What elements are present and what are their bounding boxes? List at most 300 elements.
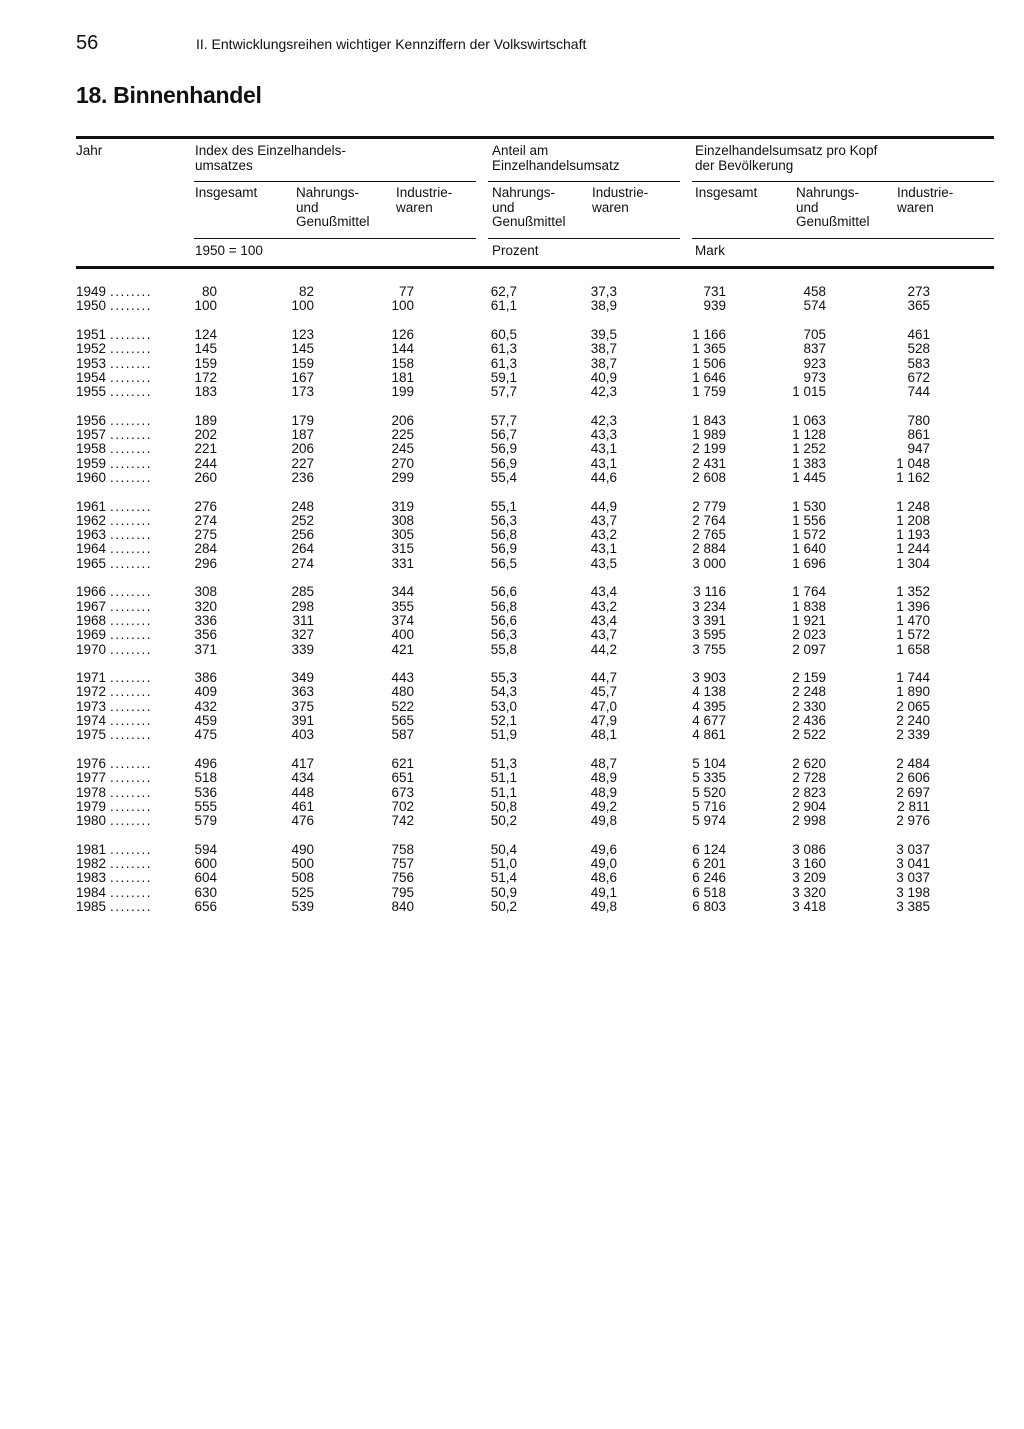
cell-index-insgesamt: 579 bbox=[194, 813, 217, 829]
cell-year: 1963 bbox=[76, 527, 107, 543]
cell-kopf-insgesamt: 2 608 bbox=[692, 469, 726, 485]
cell-kopf-insgesamt: 3 391 bbox=[692, 612, 726, 628]
cell-anteil-nahrung: 52,1 bbox=[490, 713, 517, 728]
cell-anteil-industrie: 45,7 bbox=[590, 684, 617, 700]
cell-kopf-insgesamt: 2 199 bbox=[692, 441, 726, 457]
cell-kopf-nahrung: 923 bbox=[803, 355, 826, 371]
cell-kopf-insgesamt: 3 116 bbox=[693, 584, 726, 600]
cell-index-industrie: 651 bbox=[391, 770, 414, 786]
table-row bbox=[0, 871, 1024, 885]
cell-index-industrie: 522 bbox=[391, 698, 414, 714]
header-group-pro-kopf: Einzelhandelsumsatz pro Kopf der Bevölkerung bbox=[695, 143, 878, 173]
unit-prozent: Prozent bbox=[492, 243, 539, 258]
cell-anteil-industrie: 43,1 bbox=[590, 541, 617, 557]
cell-index-industrie: 126 bbox=[391, 326, 414, 342]
leader-dots: ........ bbox=[110, 512, 153, 528]
cell-anteil-industrie: 48,6 bbox=[590, 870, 617, 886]
cell-index-nahrung: 476 bbox=[291, 813, 314, 829]
cell-kopf-industrie: 780 bbox=[907, 412, 930, 428]
cell-index-nahrung: 327 bbox=[291, 627, 314, 643]
leader-dots: ........ bbox=[110, 784, 153, 800]
cell-year: 1982 bbox=[76, 856, 107, 871]
cell-kopf-industrie: 1 470 bbox=[896, 612, 930, 628]
cell-anteil-industrie: 48,9 bbox=[590, 770, 617, 786]
header-industrie-kopf: Industrie- waren bbox=[897, 185, 954, 215]
cell-kopf-industrie: 1 162 bbox=[896, 469, 930, 485]
cell-kopf-industrie: 947 bbox=[907, 441, 930, 457]
cell-index-nahrung: 285 bbox=[291, 584, 314, 600]
cell-kopf-insgesamt: 3 755 bbox=[692, 641, 726, 657]
cell-kopf-industrie: 1 658 bbox=[896, 641, 930, 657]
page-number: 56 bbox=[76, 32, 99, 54]
table-row bbox=[0, 442, 1024, 456]
cell-kopf-industrie: 2 484 bbox=[896, 755, 930, 771]
cell-anteil-industrie: 42,3 bbox=[590, 384, 617, 400]
header-nahrung-kopf: Nahrungs- und Genußmittel bbox=[796, 185, 870, 229]
cell-kopf-nahrung: 3 086 bbox=[792, 841, 826, 857]
cell-anteil-industrie: 37,3 bbox=[590, 284, 617, 299]
cell-kopf-insgesamt: 1 646 bbox=[692, 369, 726, 385]
cell-anteil-industrie: 44,9 bbox=[590, 498, 617, 514]
cell-index-nahrung: 123 bbox=[291, 326, 314, 342]
cell-index-insgesamt: 336 bbox=[194, 612, 217, 628]
cell-anteil-nahrung: 56,9 bbox=[490, 541, 517, 557]
rule-group2 bbox=[488, 181, 680, 182]
cell-index-industrie: 144 bbox=[391, 341, 414, 357]
cell-index-industrie: 758 bbox=[391, 841, 414, 857]
leader-dots: ........ bbox=[110, 884, 153, 900]
table-row bbox=[0, 414, 1024, 428]
cell-index-nahrung: 448 bbox=[291, 784, 314, 800]
cell-kopf-insgesamt: 1 506 bbox=[692, 355, 726, 371]
cell-kopf-nahrung: 973 bbox=[803, 369, 826, 385]
cell-year: 1974 bbox=[76, 713, 107, 728]
cell-index-nahrung: 179 bbox=[291, 412, 314, 428]
leader-dots: ........ bbox=[110, 870, 153, 886]
cell-anteil-industrie: 38,7 bbox=[590, 355, 617, 371]
cell-index-insgesamt: 275 bbox=[194, 527, 217, 543]
cell-anteil-industrie: 43,5 bbox=[590, 555, 617, 571]
cell-kopf-industrie: 672 bbox=[907, 369, 930, 385]
unit-mark: Mark bbox=[695, 243, 725, 258]
cell-index-insgesamt: 274 bbox=[194, 512, 217, 528]
cell-anteil-industrie: 43,7 bbox=[590, 512, 617, 528]
cell-anteil-nahrung: 56,3 bbox=[490, 627, 517, 643]
leader-dots: ........ bbox=[110, 684, 153, 700]
cell-kopf-insgesamt: 3 000 bbox=[692, 555, 726, 571]
leader-dots: ........ bbox=[110, 541, 153, 557]
header-group-index: Index des Einzelhandels- umsatzes bbox=[195, 143, 346, 173]
cell-anteil-industrie: 44,7 bbox=[590, 670, 617, 686]
cell-anteil-industrie: 43,1 bbox=[590, 441, 617, 457]
leader-dots: ........ bbox=[110, 427, 153, 442]
cell-index-nahrung: 187 bbox=[291, 427, 314, 442]
cell-index-nahrung: 490 bbox=[291, 841, 314, 857]
cell-kopf-nahrung: 2 998 bbox=[792, 813, 826, 829]
cell-index-industrie: 305 bbox=[391, 527, 414, 543]
leader-dots: ........ bbox=[110, 455, 153, 471]
cell-index-insgesamt: 124 bbox=[194, 326, 217, 342]
cell-anteil-nahrung: 59,1 bbox=[490, 369, 517, 385]
cell-index-nahrung: 248 bbox=[291, 498, 314, 514]
cell-year: 1973 bbox=[76, 698, 107, 714]
cell-anteil-industrie: 49,0 bbox=[590, 856, 617, 871]
cell-index-nahrung: 145 bbox=[291, 341, 314, 357]
cell-kopf-industrie: 273 bbox=[907, 284, 930, 299]
cell-anteil-industrie: 44,2 bbox=[590, 641, 617, 657]
table-row bbox=[0, 528, 1024, 542]
cell-index-insgesamt: 159 bbox=[194, 355, 217, 371]
cell-kopf-industrie: 1 193 bbox=[896, 527, 930, 543]
cell-anteil-nahrung: 60,5 bbox=[490, 326, 517, 342]
leader-dots: ........ bbox=[110, 770, 153, 786]
leader-dots: ........ bbox=[110, 798, 153, 814]
cell-index-industrie: 181 bbox=[391, 369, 414, 385]
cell-index-nahrung: 403 bbox=[291, 727, 314, 743]
rule-unit2 bbox=[488, 238, 680, 239]
header-insgesamt-index: Insgesamt bbox=[195, 185, 258, 200]
cell-index-insgesamt: 276 bbox=[194, 498, 217, 514]
cell-anteil-nahrung: 55,8 bbox=[490, 641, 517, 657]
cell-index-nahrung: 236 bbox=[291, 469, 314, 485]
cell-kopf-nahrung: 1 640 bbox=[792, 541, 826, 557]
cell-index-nahrung: 206 bbox=[291, 441, 314, 457]
cell-year: 1984 bbox=[76, 884, 107, 900]
cell-index-industrie: 308 bbox=[391, 512, 414, 528]
cell-index-insgesamt: 221 bbox=[194, 441, 217, 457]
cell-year: 1950 bbox=[76, 298, 107, 314]
cell-index-insgesamt: 656 bbox=[194, 898, 217, 914]
cell-index-insgesamt: 284 bbox=[194, 541, 217, 557]
cell-year: 1976 bbox=[76, 755, 107, 771]
running-head: II. Entwicklungsreihen wichtiger Kennziffern der Volkswirtschaft bbox=[196, 36, 587, 52]
leader-dots: ........ bbox=[110, 555, 153, 571]
cell-anteil-nahrung: 57,7 bbox=[490, 384, 517, 400]
rule-group1 bbox=[194, 181, 476, 182]
table-row bbox=[0, 886, 1024, 900]
table-row bbox=[0, 328, 1024, 342]
cell-index-nahrung: 173 bbox=[291, 384, 314, 400]
cell-anteil-industrie: 48,9 bbox=[590, 784, 617, 800]
cell-anteil-nahrung: 55,1 bbox=[490, 498, 517, 514]
cell-kopf-insgesamt: 4 861 bbox=[692, 727, 726, 743]
header-jahr: Jahr bbox=[76, 143, 103, 158]
cell-anteil-nahrung: 51,1 bbox=[490, 784, 517, 800]
cell-kopf-insgesamt: 5 104 bbox=[692, 755, 726, 771]
cell-kopf-insgesamt: 6 246 bbox=[692, 870, 726, 886]
leader-dots: ........ bbox=[110, 727, 153, 743]
cell-kopf-nahrung: 2 728 bbox=[792, 770, 826, 786]
cell-kopf-industrie: 744 bbox=[907, 384, 930, 400]
cell-anteil-industrie: 43,7 bbox=[590, 627, 617, 643]
cell-kopf-nahrung: 2 522 bbox=[792, 727, 826, 743]
cell-index-industrie: 443 bbox=[391, 670, 414, 686]
leader-dots: ........ bbox=[110, 355, 153, 371]
cell-index-insgesamt: 260 bbox=[194, 469, 217, 485]
cell-kopf-insgesamt: 5 520 bbox=[692, 784, 726, 800]
cell-index-insgesamt: 630 bbox=[194, 884, 217, 900]
cell-kopf-nahrung: 574 bbox=[803, 298, 826, 314]
cell-kopf-nahrung: 2 436 bbox=[792, 713, 826, 728]
cell-kopf-insgesamt: 4 395 bbox=[692, 698, 726, 714]
rule-unit3 bbox=[692, 238, 994, 239]
cell-year: 1949 bbox=[76, 284, 107, 299]
cell-year: 1962 bbox=[76, 512, 107, 528]
table-row bbox=[0, 800, 1024, 814]
cell-index-nahrung: 274 bbox=[291, 555, 314, 571]
cell-index-industrie: 587 bbox=[391, 727, 414, 743]
cell-index-nahrung: 434 bbox=[291, 770, 314, 786]
cell-index-nahrung: 461 bbox=[291, 798, 314, 814]
header-industrie-index: Industrie- waren bbox=[396, 185, 453, 215]
cell-kopf-insgesamt: 731 bbox=[703, 284, 726, 299]
cell-kopf-insgesamt: 3 595 bbox=[692, 627, 726, 643]
cell-year: 1975 bbox=[76, 727, 107, 743]
cell-kopf-nahrung: 705 bbox=[803, 326, 826, 342]
leader-dots: ........ bbox=[110, 384, 153, 400]
cell-anteil-nahrung: 54,3 bbox=[490, 684, 517, 700]
leader-dots: ........ bbox=[110, 856, 153, 871]
cell-anteil-industrie: 49,6 bbox=[590, 841, 617, 857]
cell-index-industrie: 374 bbox=[391, 612, 414, 628]
cell-index-industrie: 199 bbox=[391, 384, 414, 400]
leader-dots: ........ bbox=[110, 841, 153, 857]
cell-index-nahrung: 508 bbox=[291, 870, 314, 886]
cell-anteil-industrie: 49,1 bbox=[590, 884, 617, 900]
leader-dots: ........ bbox=[110, 469, 153, 485]
cell-year: 1953 bbox=[76, 355, 107, 371]
cell-anteil-industrie: 42,3 bbox=[590, 412, 617, 428]
cell-anteil-nahrung: 61,1 bbox=[490, 298, 517, 314]
table-row bbox=[0, 757, 1024, 771]
cell-kopf-industrie: 1 304 bbox=[896, 555, 930, 571]
cell-year: 1952 bbox=[76, 341, 107, 357]
header-bottom-rule bbox=[76, 266, 994, 269]
cell-index-nahrung: 391 bbox=[291, 713, 314, 728]
cell-anteil-nahrung: 53,0 bbox=[490, 698, 517, 714]
table-row bbox=[0, 814, 1024, 828]
table-row bbox=[0, 685, 1024, 699]
cell-anteil-nahrung: 50,8 bbox=[490, 798, 517, 814]
cell-year: 1979 bbox=[76, 798, 107, 814]
cell-kopf-insgesamt: 5 974 bbox=[692, 813, 726, 829]
cell-anteil-industrie: 47,9 bbox=[590, 713, 617, 728]
table-row bbox=[0, 299, 1024, 313]
cell-anteil-industrie: 43,2 bbox=[590, 598, 617, 614]
table-row bbox=[0, 371, 1024, 385]
cell-anteil-industrie: 38,9 bbox=[590, 298, 617, 314]
cell-kopf-industrie: 583 bbox=[907, 355, 930, 371]
cell-index-industrie: 757 bbox=[391, 856, 414, 871]
header-industrie-anteil: Industrie- waren bbox=[592, 185, 649, 215]
leader-dots: ........ bbox=[110, 598, 153, 614]
cell-index-nahrung: 82 bbox=[298, 284, 314, 299]
cell-kopf-industrie: 2 697 bbox=[896, 784, 930, 800]
cell-index-industrie: 480 bbox=[391, 684, 414, 700]
table-title: 18. Binnenhandel bbox=[76, 82, 262, 108]
table-row bbox=[0, 357, 1024, 371]
cell-kopf-industrie: 2 606 bbox=[896, 770, 930, 786]
cell-index-insgesamt: 189 bbox=[194, 412, 217, 428]
cell-index-industrie: 756 bbox=[391, 870, 414, 886]
cell-anteil-nahrung: 50,2 bbox=[490, 898, 517, 914]
table-row bbox=[0, 514, 1024, 528]
cell-year: 1967 bbox=[76, 598, 107, 614]
cell-kopf-nahrung: 2 823 bbox=[792, 784, 826, 800]
cell-index-industrie: 270 bbox=[391, 455, 414, 471]
cell-kopf-nahrung: 1 530 bbox=[792, 498, 826, 514]
leader-dots: ........ bbox=[110, 284, 153, 299]
cell-kopf-nahrung: 3 320 bbox=[792, 884, 826, 900]
cell-anteil-nahrung: 55,4 bbox=[490, 469, 517, 485]
cell-kopf-industrie: 2 339 bbox=[896, 727, 930, 743]
cell-kopf-insgesamt: 1 843 bbox=[692, 412, 726, 428]
cell-year: 1954 bbox=[76, 369, 107, 385]
cell-kopf-insgesamt: 1 759 bbox=[692, 384, 726, 400]
cell-index-nahrung: 539 bbox=[291, 898, 314, 914]
cell-index-nahrung: 311 bbox=[292, 612, 314, 628]
cell-kopf-industrie: 3 385 bbox=[896, 898, 930, 914]
cell-kopf-insgesamt: 6 124 bbox=[692, 841, 726, 857]
cell-anteil-nahrung: 56,9 bbox=[490, 455, 517, 471]
table-row bbox=[0, 900, 1024, 914]
leader-dots: ........ bbox=[110, 584, 153, 600]
cell-index-industrie: 77 bbox=[398, 284, 414, 299]
cell-index-insgesamt: 172 bbox=[194, 369, 217, 385]
cell-kopf-nahrung: 1 696 bbox=[792, 555, 826, 571]
cell-kopf-nahrung: 3 160 bbox=[792, 856, 826, 871]
cell-index-nahrung: 167 bbox=[291, 369, 314, 385]
table-row bbox=[0, 714, 1024, 728]
cell-year: 1965 bbox=[76, 555, 107, 571]
leader-dots: ........ bbox=[110, 341, 153, 357]
cell-kopf-nahrung: 3 418 bbox=[792, 898, 826, 914]
cell-index-insgesamt: 296 bbox=[194, 555, 217, 571]
cell-anteil-industrie: 47,0 bbox=[590, 698, 617, 714]
cell-kopf-insgesamt: 3 903 bbox=[692, 670, 726, 686]
leader-dots: ........ bbox=[110, 641, 153, 657]
cell-kopf-industrie: 2 240 bbox=[896, 713, 930, 728]
cell-anteil-nahrung: 56,8 bbox=[490, 527, 517, 543]
cell-anteil-nahrung: 51,3 bbox=[490, 755, 517, 771]
cell-kopf-nahrung: 1 556 bbox=[792, 512, 826, 528]
leader-dots: ........ bbox=[110, 713, 153, 728]
cell-anteil-nahrung: 56,8 bbox=[490, 598, 517, 614]
cell-anteil-nahrung: 55,3 bbox=[490, 670, 517, 686]
rule-group3 bbox=[692, 181, 994, 182]
cell-kopf-industrie: 1 048 bbox=[896, 455, 930, 471]
cell-kopf-insgesamt: 1 166 bbox=[692, 326, 726, 342]
cell-index-industrie: 840 bbox=[391, 898, 414, 914]
table-row bbox=[0, 771, 1024, 785]
cell-kopf-nahrung: 2 330 bbox=[792, 698, 826, 714]
cell-kopf-nahrung: 1 838 bbox=[792, 598, 826, 614]
cell-index-insgesamt: 604 bbox=[194, 870, 217, 886]
cell-kopf-nahrung: 3 209 bbox=[792, 870, 826, 886]
cell-anteil-nahrung: 61,3 bbox=[490, 341, 517, 357]
cell-year: 1959 bbox=[76, 455, 107, 471]
cell-kopf-insgesamt: 939 bbox=[703, 298, 726, 314]
table-row bbox=[0, 342, 1024, 356]
cell-kopf-industrie: 1 396 bbox=[896, 598, 930, 614]
cell-year: 1955 bbox=[76, 384, 107, 400]
cell-anteil-nahrung: 50,2 bbox=[490, 813, 517, 829]
cell-index-nahrung: 525 bbox=[291, 884, 314, 900]
cell-kopf-nahrung: 1 128 bbox=[792, 427, 826, 442]
cell-index-nahrung: 375 bbox=[291, 698, 314, 714]
table-row bbox=[0, 643, 1024, 657]
leader-dots: ........ bbox=[110, 498, 153, 514]
cell-index-insgesamt: 320 bbox=[194, 598, 217, 614]
header-insgesamt-kopf: Insgesamt bbox=[695, 185, 758, 200]
cell-kopf-industrie: 2 065 bbox=[896, 698, 930, 714]
cell-kopf-industrie: 3 037 bbox=[896, 841, 930, 857]
cell-kopf-insgesamt: 2 765 bbox=[692, 527, 726, 543]
cell-kopf-industrie: 1 572 bbox=[896, 627, 930, 643]
cell-kopf-insgesamt: 2 764 bbox=[692, 512, 726, 528]
cell-index-insgesamt: 202 bbox=[194, 427, 217, 442]
cell-anteil-industrie: 43,4 bbox=[590, 584, 617, 600]
cell-anteil-nahrung: 51,0 bbox=[490, 856, 517, 871]
cell-year: 1980 bbox=[76, 813, 107, 829]
cell-kopf-industrie: 2 811 bbox=[897, 798, 930, 814]
cell-kopf-insgesamt: 6 201 bbox=[692, 856, 726, 871]
cell-index-industrie: 319 bbox=[391, 498, 414, 514]
cell-index-industrie: 400 bbox=[391, 627, 414, 643]
cell-year: 1966 bbox=[76, 584, 107, 600]
cell-kopf-insgesamt: 2 779 bbox=[692, 498, 726, 514]
cell-anteil-nahrung: 51,4 bbox=[490, 870, 517, 886]
cell-index-insgesamt: 496 bbox=[194, 755, 217, 771]
cell-index-industrie: 673 bbox=[391, 784, 414, 800]
cell-anteil-industrie: 48,1 bbox=[590, 727, 617, 743]
cell-year: 1985 bbox=[76, 898, 107, 914]
cell-anteil-nahrung: 61,3 bbox=[490, 355, 517, 371]
cell-index-nahrung: 500 bbox=[291, 856, 314, 871]
cell-kopf-industrie: 528 bbox=[907, 341, 930, 357]
cell-index-industrie: 565 bbox=[391, 713, 414, 728]
leader-dots: ........ bbox=[110, 326, 153, 342]
cell-index-industrie: 742 bbox=[391, 813, 414, 829]
cell-kopf-nahrung: 1 383 bbox=[792, 455, 826, 471]
cell-anteil-nahrung: 51,1 bbox=[490, 770, 517, 786]
cell-index-industrie: 355 bbox=[391, 598, 414, 614]
cell-kopf-industrie: 1 352 bbox=[896, 584, 930, 600]
cell-year: 1957 bbox=[76, 427, 107, 442]
cell-kopf-nahrung: 1 015 bbox=[792, 384, 826, 400]
cell-kopf-insgesamt: 4 677 bbox=[692, 713, 726, 728]
cell-index-insgesamt: 371 bbox=[194, 641, 217, 657]
cell-kopf-nahrung: 1 921 bbox=[792, 612, 826, 628]
cell-index-insgesamt: 536 bbox=[194, 784, 217, 800]
cell-index-insgesamt: 432 bbox=[194, 698, 217, 714]
cell-kopf-nahrung: 1 252 bbox=[792, 441, 826, 457]
cell-kopf-industrie: 1 244 bbox=[896, 541, 930, 557]
table-row bbox=[0, 585, 1024, 599]
cell-index-nahrung: 227 bbox=[291, 455, 314, 471]
cell-index-industrie: 245 bbox=[391, 441, 414, 457]
table-row bbox=[0, 700, 1024, 714]
table-row bbox=[0, 557, 1024, 571]
cell-year: 1971 bbox=[76, 670, 107, 686]
cell-kopf-nahrung: 458 bbox=[803, 284, 826, 299]
leader-dots: ........ bbox=[110, 813, 153, 829]
cell-anteil-nahrung: 51,9 bbox=[490, 727, 517, 743]
table-row bbox=[0, 471, 1024, 485]
cell-anteil-industrie: 49,8 bbox=[590, 898, 617, 914]
cell-anteil-nahrung: 56,3 bbox=[490, 512, 517, 528]
cell-year: 1960 bbox=[76, 469, 107, 485]
